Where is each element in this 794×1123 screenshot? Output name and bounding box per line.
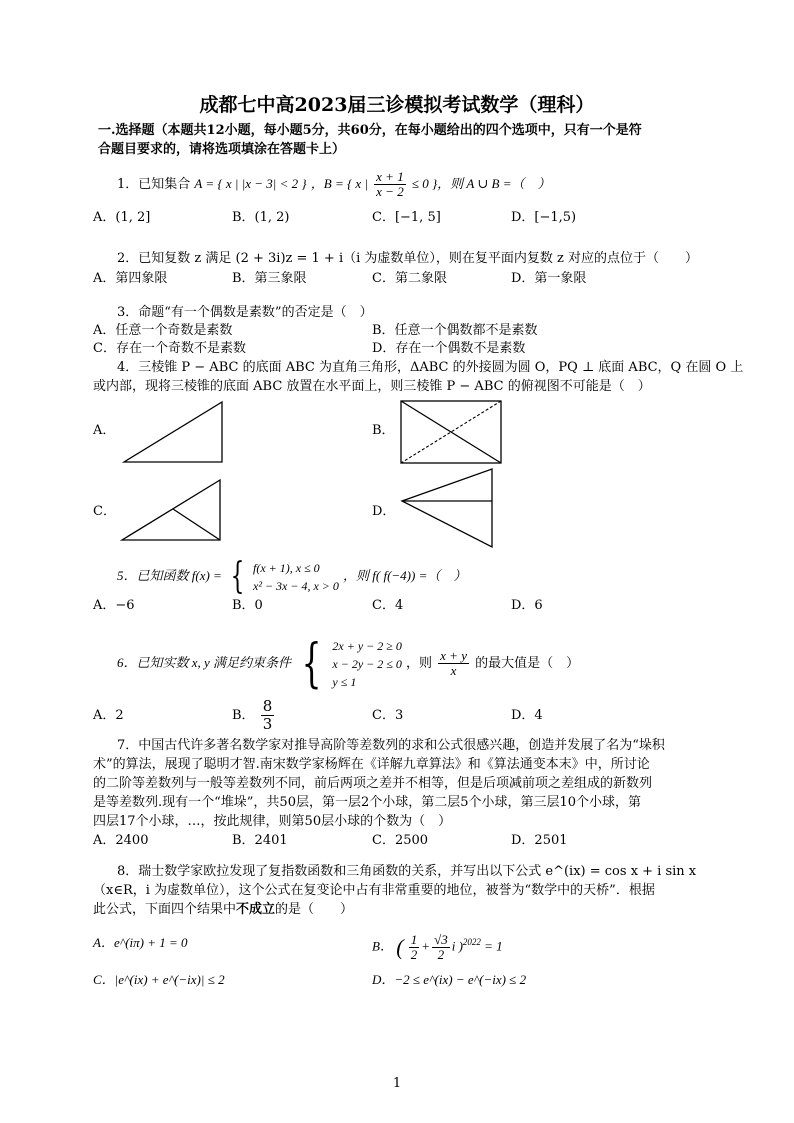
- q1-option-d: D．[−1,5): [511, 210, 577, 225]
- q1-frac-num: x + 1: [376, 169, 404, 184]
- q6-constraints: [332, 637, 401, 691]
- q6-option-b: [232, 697, 276, 735]
- q5-case-1: f(x + 1), x ≤ 0: [253, 560, 320, 575]
- question-1-stem: [117, 166, 551, 203]
- q7-option-a: A．2400: [93, 833, 149, 848]
- q4-figure-b: [398, 398, 504, 466]
- q8-option-a: A．e^(iπ) + 1 = 0: [93, 935, 188, 950]
- q1-option-a: A．(1, 2]: [93, 210, 151, 225]
- q5-case-2: x² − 3x − 4, x > 0: [253, 578, 339, 593]
- page-number: 1: [392, 1076, 402, 1091]
- question-7-line4: 是等差数列.现有一个“堆垛”，共50层，第一层2个小球，第二层5个小球，第三层10个小球，第: [93, 795, 642, 810]
- q6-b-den: 3: [262, 715, 273, 733]
- q4-option-b: B．: [372, 423, 395, 438]
- q1-set-b-prefix: ，B = { x |: [310, 176, 369, 191]
- question-7-line1: 7．中国古代许多著名数学家对推导高阶等差数列的求和公式很感兴趣，创造并发展了名为“垛积: [117, 738, 665, 753]
- q3-option-c: C．存在一个奇数不是素数: [93, 341, 246, 356]
- page-title: 成都七中高2023届三诊模拟考试数学（理科）: [199, 94, 595, 116]
- q8-b-tail: i ): [451, 938, 463, 954]
- q6-fraction: [438, 649, 469, 678]
- q1-option-b: B．(1, 2): [232, 210, 290, 225]
- q1-fraction: [374, 170, 406, 199]
- q6-option-b-frac: [261, 698, 275, 733]
- q4-figure-a: [120, 398, 230, 466]
- q8-option-b: B． ( $\frac{1}{2}$ + $\frac{√3}{2}$ i )$^{2022}$ = 1: [372, 931, 503, 962]
- q6-option-b-label: B．: [232, 708, 255, 723]
- q3-option-b: B．任意一个偶数都不是素数: [372, 323, 538, 338]
- q8-b-result: = 1: [484, 938, 503, 954]
- q4-figure-d: [398, 465, 496, 551]
- q8-b-frac-1: [409, 933, 420, 962]
- question-8-line2: （x∈R，i 为虚数单位），这个公式在复变论中占有非常重要的地位，被誉为“数学中的天桥”．根据: [93, 883, 655, 898]
- question-2-stem: 2．已知复数 z 满足 (2 + 3i)z = 1 + i（i 为虚数单位），则在复平面内复数 z 对应的点位于（ ）: [117, 251, 699, 266]
- q1-option-c: C．[−1, 5]: [372, 210, 441, 225]
- question-7-line5: 四层17个小球，…，按此规律，则第50层小球的个数为（ ）: [93, 814, 452, 829]
- q6-stem-b: ，则: [406, 656, 433, 671]
- q5-option-b: B．0: [232, 598, 263, 613]
- q4-option-c: C．: [93, 504, 116, 519]
- q1-set-b-suffix: ≤ 0 }，则 A ∪ B =（ ）: [411, 176, 551, 191]
- q8-emphasis: 不成立: [236, 902, 276, 917]
- q2-option-d: D．第一象限: [511, 271, 587, 286]
- q1-stem-text: 1．已知集合: [117, 177, 191, 192]
- q8-b-num2: √3: [434, 931, 448, 947]
- q6-constraint-1: 2x + y − 2 ≥ 0: [332, 638, 402, 653]
- q6-b-num: 8: [262, 697, 273, 715]
- q6-option-a: A．2: [93, 708, 124, 723]
- q8-b-power: 2022: [462, 937, 481, 947]
- q7-option-c: C．2500: [372, 833, 429, 848]
- q5-option-a: A．−6: [93, 598, 135, 613]
- q5-option-d: D．6: [511, 598, 543, 613]
- q2-option-b: B．第三象限: [232, 271, 307, 286]
- q5-stem-a: 5．已知函数 f(x) =: [117, 568, 222, 583]
- q2-option-c: C．第二象限: [372, 271, 447, 286]
- q8-b-frac-2: [432, 933, 450, 962]
- q3-option-a: A．任意一个奇数是素数: [93, 323, 233, 338]
- q8-option-c: C．|e^(ix) + e^(−ix)| ≤ 2: [93, 972, 225, 987]
- q6-frac-num: x + y: [440, 648, 467, 663]
- q6-frac-den: x: [450, 663, 457, 678]
- q8-b-num1: 1: [410, 931, 418, 947]
- question-6-stem: 6．已知实数 x, y 满足约束条件 { 2x + y − 2 ≥ 0 x − 2y − 2 ≤ 0 y ≤ 1 ，则 $\frac{x + y}{x}$ 的最大值是（ ）: [117, 633, 580, 694]
- q8-b-den1: 2: [410, 946, 418, 962]
- q8-option-b-label: B．: [372, 938, 393, 954]
- q8-option-d: D．−2 ≤ e^(ix) − e^(−ix) ≤ 2: [372, 972, 527, 987]
- q6-option-c: C．3: [372, 708, 404, 723]
- q5-option-c: C．4: [372, 598, 404, 613]
- q4-figure-c: [118, 476, 228, 544]
- section-instructions-line1: 一.选择题（本题共12小题，每小题5分，共60分，在每小题给出的四个选项中，只有一个是符: [98, 123, 642, 138]
- q6-option-d: D．4: [511, 708, 543, 723]
- q7-option-b: B．2401: [232, 833, 288, 848]
- question-7-line2: 术”的算法，展现了聪明才智.南宋数学家杨辉在《详解九章算法》和《算法通变本末》中，所讨论: [93, 757, 650, 772]
- q8-b-den2: 2: [437, 946, 445, 962]
- q5-stem-b: ，则 f( f(−4)) =（ ）: [343, 568, 467, 583]
- question-4-line2: 或内部，现将三棱锥的底面 ABC 放置在水平面上，则三棱锥 P − ABC 的俯视图不可能是（ ）: [93, 379, 651, 394]
- question-5-stem: 5．已知函数 f(x) = { f(x + 1), x ≤ 0 x² − 3x − 4, x > 0 ，则 f( f(−4)) =（ ）: [117, 555, 467, 597]
- q2-option-a: A．第四象限: [93, 271, 168, 286]
- q8-line3-b: 的是（ ）: [275, 902, 354, 917]
- q4-option-d: D．: [372, 504, 396, 519]
- question-3-stem: 3．命题“有一个偶数是素数”的否定是（ ）: [117, 305, 373, 320]
- question-7-line3: 的二阶等差数列与一般等差数列不同，前后两项之差并不相等，但是后项减前项之差组成的新数列: [93, 776, 653, 791]
- q6-stem-a: 6．已知实数 x, y 满足约束条件: [117, 655, 292, 670]
- question-4-line1: 4．三棱锥 P − ABC 的底面 ABC 为直角三角形，ΔABC 的外接圆为圆 O，PQ ⊥ 底面 ABC，Q 在圆 O 上: [117, 360, 744, 375]
- q4-option-a: A．: [93, 423, 116, 438]
- q6-stem-c: 的最大值是（ ）: [475, 656, 580, 671]
- q6-constraint-3: y ≤ 1: [332, 674, 357, 689]
- q1-set-a: A = { x | |x − 3| < 2 }: [194, 176, 307, 191]
- q1-frac-den: x − 2: [376, 184, 404, 199]
- question-8-line3: [93, 901, 353, 919]
- section-instructions-line2: 合题目要求的，请将选项填涂在答题卡上）: [98, 142, 346, 157]
- question-8-line1: 8．瑞士数学家欧拉发现了复指数函数和三角函数的关系，并写出以下公式 e^(ix) = cos x + i sin x: [117, 864, 697, 879]
- q8-line3-a: 此公式，下面四个结果中: [93, 902, 237, 917]
- q5-piecewise: [253, 559, 339, 595]
- q6-constraint-2: x − 2y − 2 ≤ 0: [332, 656, 402, 671]
- q3-option-d: D．存在一个偶数不是素数: [372, 341, 526, 356]
- q7-option-d: D．2501: [511, 833, 568, 848]
